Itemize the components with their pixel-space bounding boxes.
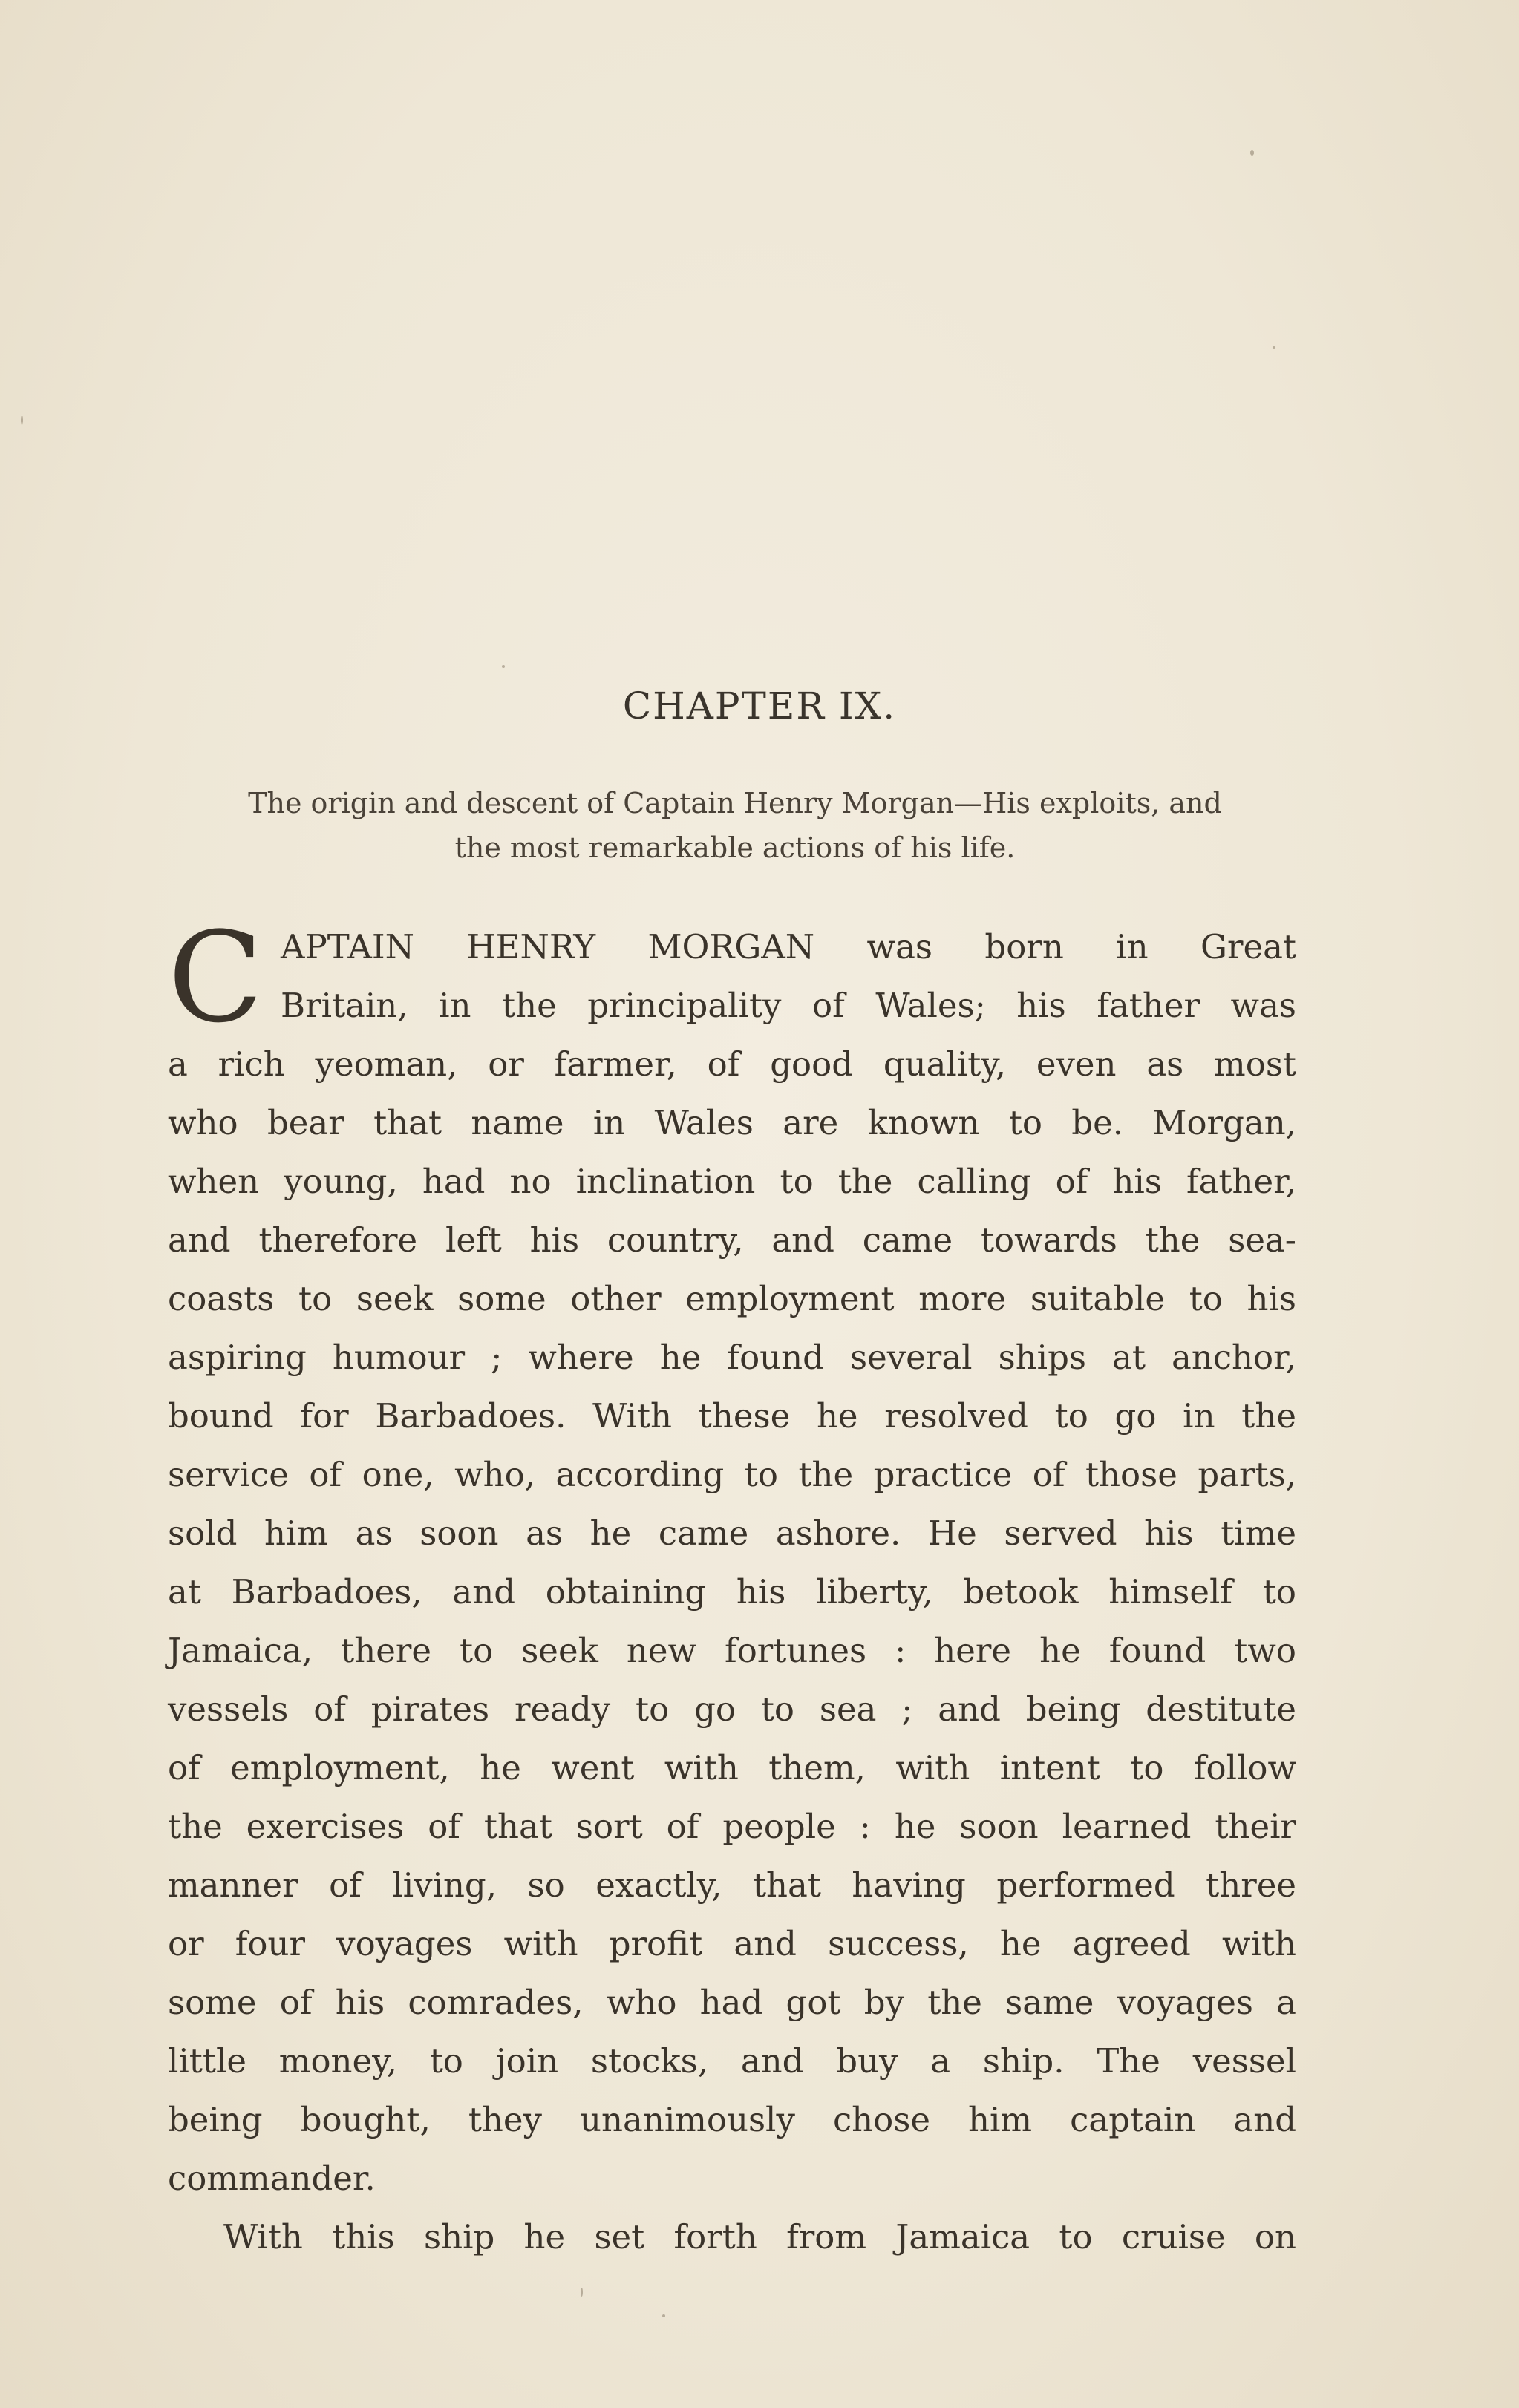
text-line: coasts to seek some other employment more suitable to his (168, 1279, 1296, 1318)
text-line: who bear that name in Wales are known to be. Morgan, (168, 1103, 1296, 1142)
chapter-summary (171, 781, 1299, 870)
text-line: and therefore left his country, and came towards the sea- (168, 1220, 1296, 1260)
paper-speck (1273, 346, 1275, 349)
paper-speck (581, 2288, 583, 2297)
opening-lines (168, 905, 1296, 1050)
text-line: commander. (168, 2159, 376, 2198)
paper-speck (21, 416, 23, 425)
summary-line: the most remarkable actions of his life. (454, 831, 1016, 864)
text-line: little money, to join stocks, and buy a ship. The vessel (168, 2041, 1296, 2081)
text-line: at Barbadoes, and obtaining his liberty, betook himself to (168, 1572, 1296, 1612)
body-text (168, 905, 1296, 2266)
text-line: Britain, in the principality of Wales; his father was (281, 986, 1296, 1025)
chapter-title: CHAPTER IX. (622, 684, 897, 727)
text-line: some of his comrades, who had got by the same voyages a (168, 1983, 1296, 2022)
text-line: bound for Barbadoes. With these he resolved to go in the (168, 1396, 1296, 1436)
text-line: of employment, he went with them, with intent to follow (168, 1748, 1296, 1787)
text-line: the exercises of that sort of people : he soon learned their (168, 1807, 1296, 1846)
text-line: sold him as soon as he came ashore. He served his time (168, 1514, 1296, 1553)
paper-speck (1250, 150, 1254, 156)
text-line: APTAIN HENRY MORGAN was born in Great (281, 927, 1296, 966)
text-line: being bought, they unanimously chose him captain and (168, 2100, 1296, 2139)
text-line: or four voyages with profit and success, he agreed with (168, 1924, 1296, 1963)
text-line: vessels of pirates ready to go to sea ; and being destitute (168, 1689, 1296, 1729)
text-line: Jamaica, there to seek new fortunes : here he found two (168, 1631, 1296, 1670)
summary-line: The origin and descent of Captain Henry Morgan—His exploits, and (248, 787, 1222, 819)
paper-speck (662, 2314, 665, 2317)
text-line: service of one, who, according to the practice of those parts, (168, 1455, 1296, 1494)
text-line: when young, had no inclination to the calling of his father, (168, 1162, 1296, 1201)
paper-speck (502, 665, 505, 668)
text-line: manner of living, so exactly, that having performed three (168, 1865, 1296, 1905)
drop-cap: C (168, 905, 264, 1050)
text-line: aspiring humour ; where he found several ships at anchor, (168, 1338, 1296, 1377)
text-line: With this ship he set forth from Jamaica to cruise on (223, 2217, 1296, 2257)
text-line: a rich yeoman, or farmer, of good quality, even as most (168, 1044, 1296, 1084)
